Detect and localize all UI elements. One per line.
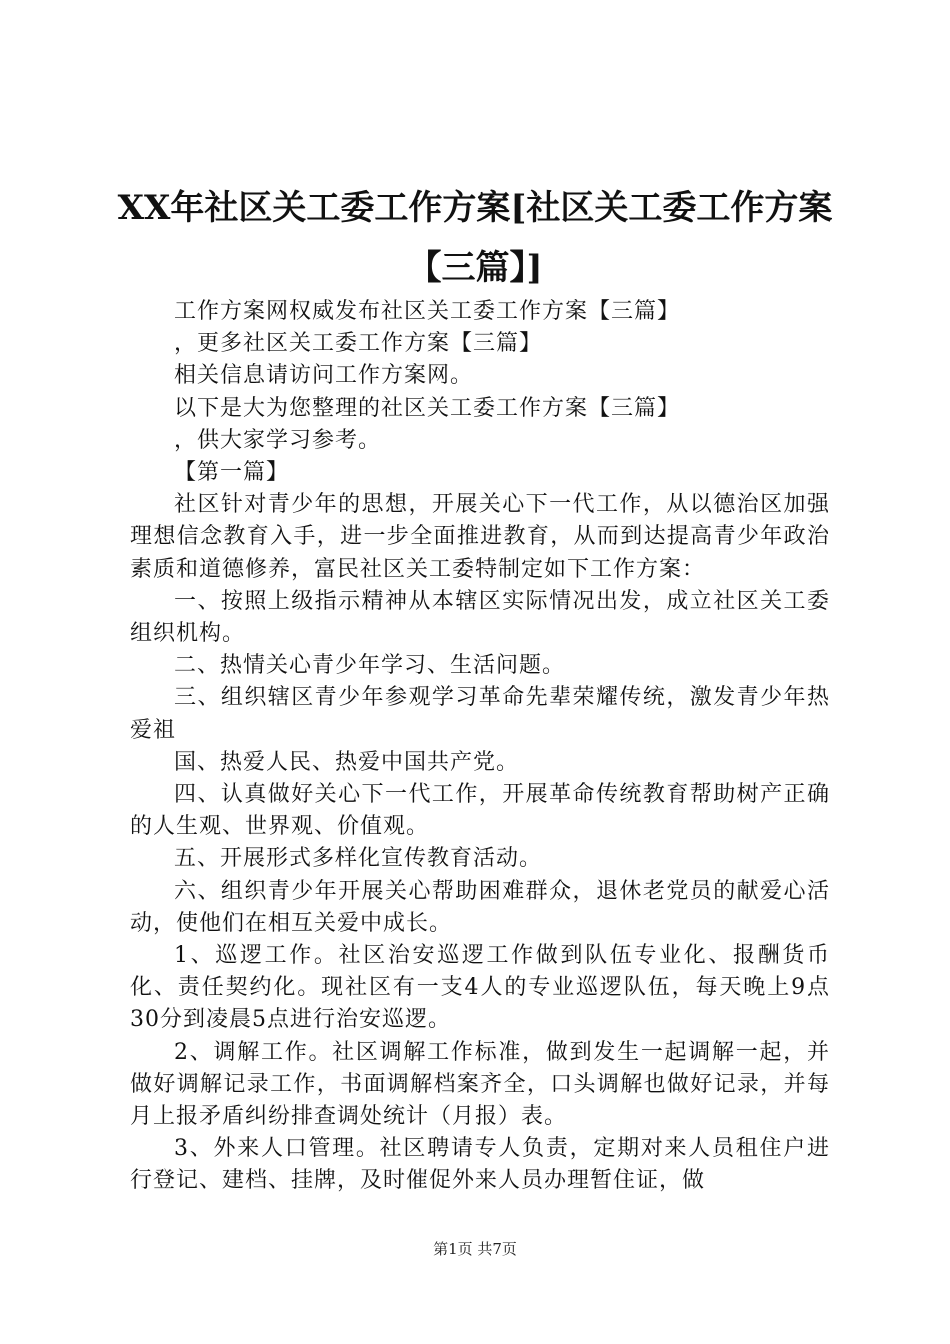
- paragraph: 六、组织青少年开展关心帮助困难群众，退休老党员的献爱心活动，使他们在相互关爱中成长。: [130, 878, 830, 936]
- paragraph: 三、组织辖区青少年参观学习革命先辈荣耀传统，激发青少年热爱祖: [130, 685, 830, 743]
- paragraph: 国、热爱人民、热爱中国共产党。: [174, 749, 520, 775]
- paragraph: 二、热情关心青少年学习、生活问题。: [174, 653, 566, 679]
- paragraph: 一、按照上级指示精神从本辖区实际情况出发，成立社区关工委组织机构。: [130, 588, 830, 647]
- paragraph: ，供大家学习参考。: [174, 427, 382, 453]
- paragraph: 社区针对青少年的思想，开展关心下一代工作，从以德治区加强理想信念教育入手，进一步全面推进教育，从而到达提高青少年政治素质和道德修养，富民社区关工委特制定如下工作方案：: [130, 492, 830, 582]
- paragraph: ，更多社区关工委工作方案【三篇】: [174, 331, 543, 357]
- document-title: XX年社区关工委工作方案[社区关工委工作方案【三篇】]: [117, 188, 833, 288]
- paragraph: 相关信息请访问工作方案网。: [174, 363, 474, 389]
- paragraph: 五、开展形式多样化宣传教育活动。: [174, 846, 543, 872]
- paragraph: 四、认真做好关心下一代工作，开展革命传统教育帮助树产正确的人生观、世界观、价值观。: [130, 782, 830, 840]
- section-heading: 【第一篇】: [174, 460, 290, 486]
- paragraph: 2、调解工作。社区调解工作标准，做到发生一起调解一起，并做好调解记录工作，书面调解档案齐全，口头调解也做好记录，并每月上报矛盾纠纷排查调处统计（月报）表。: [130, 1039, 830, 1130]
- page-footer: 第1页 共7页: [433, 1240, 517, 1258]
- paragraph: 1、巡逻工作。社区治安巡逻工作做到队伍专业化、报酬货币化、责任契约化。现社区有一支4人的专业巡逻队伍，每天晚上9点30分到凌晨5点进行治安巡逻。: [130, 943, 830, 1033]
- paragraph: 工作方案网权威发布社区关工委工作方案【三篇】: [174, 299, 681, 324]
- paragraph: 3、外来人口管理。社区聘请专人负责，定期对来人员租住户进行登记、建档、挂牌，及时催促外来人员办理暂住证，做: [130, 1136, 830, 1194]
- document-body: [130, 296, 830, 1198]
- paragraph: 以下是大为您整理的社区关工委工作方案【三篇】: [174, 395, 681, 421]
